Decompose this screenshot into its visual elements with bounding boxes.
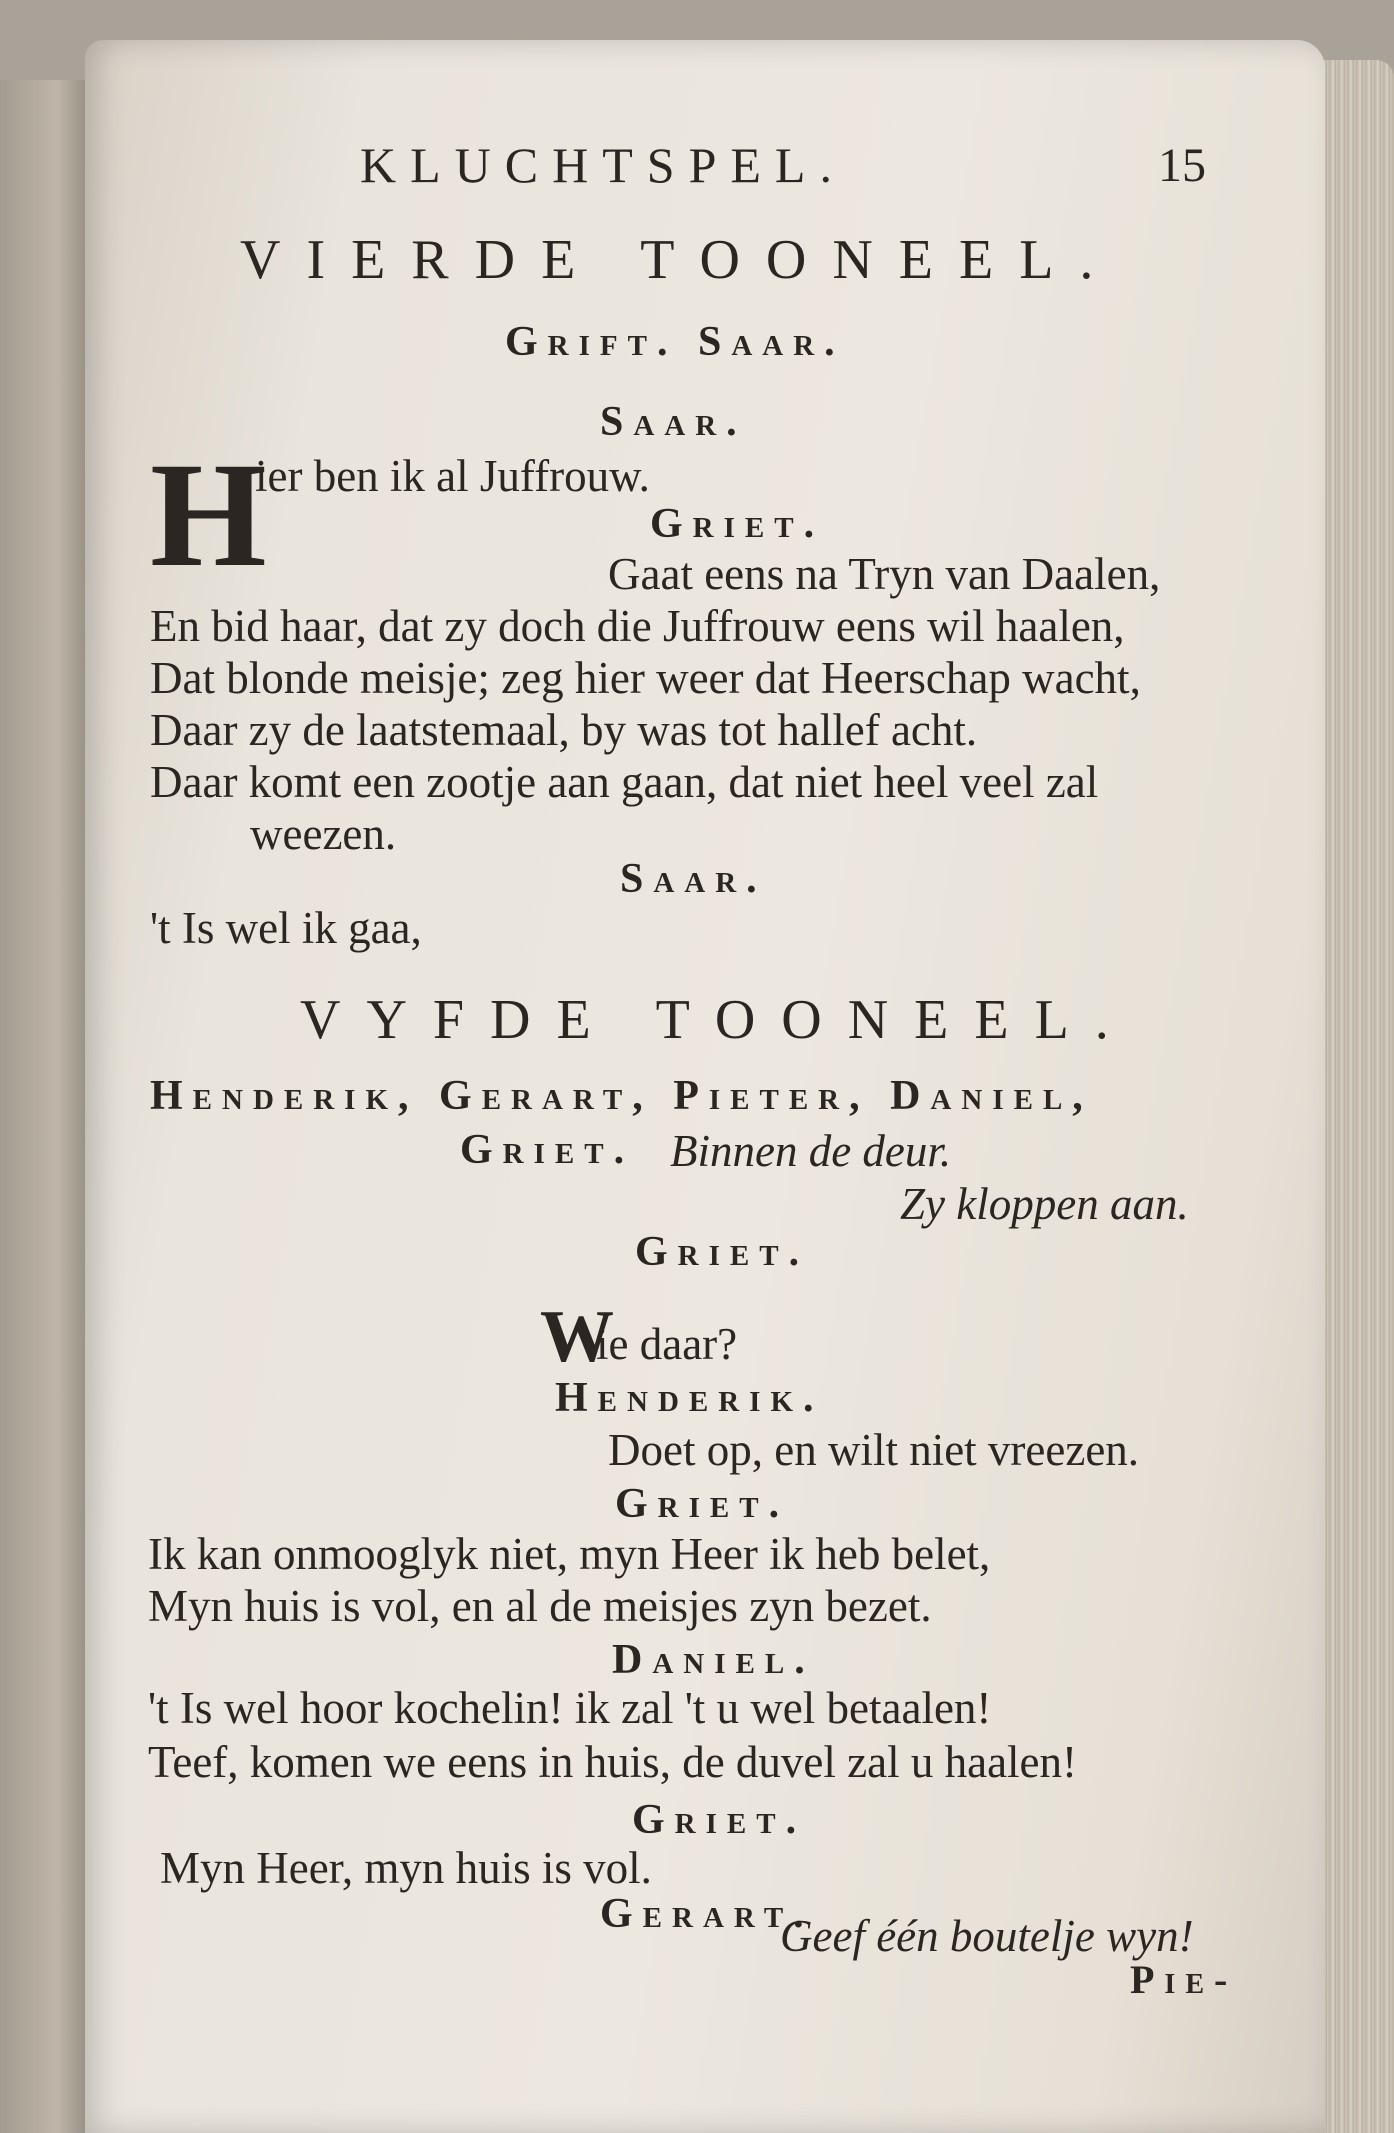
verse-line: 't Is wel ik gaa, (150, 903, 422, 953)
verse-line: ier ben ik al Juffrouw. (255, 451, 650, 501)
stage-direction: Binnen de deur. (670, 1126, 952, 1176)
drop-capital-w: W (540, 1296, 614, 1378)
verse-line: Ik kan onmooglyk niet, myn Heer ik heb belet, (148, 1529, 991, 1579)
verse-line: 't Is wel hoor kochelin! ik zal 't u wel betaalen! (148, 1683, 992, 1733)
verse-line: Geef één boutelje wyn! (780, 1911, 1194, 1961)
verse-line: Dat blonde meisje; zeg hier weer dat Heerschap wacht, (150, 653, 1141, 703)
scene-title-5: VYFDE TOONEEL. (300, 989, 1135, 1051)
verse-line: Daar zy de laatstemaal, by was tot hallef acht. (150, 705, 978, 755)
speaker-henderik: Henderik. (555, 1375, 824, 1421)
verse-line: Doet op, en wilt niet vreezen. (608, 1425, 1140, 1475)
speaker-griet: Griet. (635, 1229, 810, 1275)
verse-line: En bid haar, dat zy doch die Juffrouw eens wil haalen, (150, 601, 1125, 651)
speaker-griet: Griet. (650, 501, 825, 547)
running-head: KLUCHTSPEL. (360, 137, 846, 193)
scene-title-4: VIERDE TOONEEL. (240, 229, 1120, 291)
page-number: 15 (1158, 139, 1206, 192)
catchword: Pie- (1130, 1957, 1238, 2002)
speaker-saar: Saar. (600, 399, 747, 445)
scene-5-cast-continued: Griet. (460, 1127, 635, 1173)
verse-line: Myn Heer, myn huis is vol. (160, 1843, 652, 1893)
speaker-griet: Griet. (615, 1481, 790, 1527)
verse-line: Daar komt een zootje aan gaan, dat niet heel veel zal (150, 757, 1099, 807)
speaker-griet: Griet. (632, 1797, 807, 1843)
stage-direction: Zy kloppen aan. (900, 1179, 1189, 1229)
facing-page-edge (0, 80, 95, 2133)
verse-line: weezen. (250, 809, 397, 859)
verse-line: Teef, komen we eens in huis, de duvel zal u haalen! (148, 1737, 1078, 1787)
verse-line: Myn huis is vol, en al de meisjes zyn bezet. (148, 1581, 932, 1631)
scene-4-cast: Grift. Saar. (505, 319, 845, 365)
verse-line: Gaat eens na Tryn van Daalen, (608, 549, 1161, 599)
drop-capital-h: H (150, 432, 267, 598)
speaker-saar: Saar. (620, 856, 767, 902)
speaker-gerart: Gerart. (600, 1891, 814, 1937)
speaker-daniel: Daniel. (612, 1637, 815, 1683)
scene-5-cast: Henderik, Gerart, Pieter, Daniel, (150, 1073, 1093, 1119)
verse-line: ie daar? (596, 1319, 738, 1369)
